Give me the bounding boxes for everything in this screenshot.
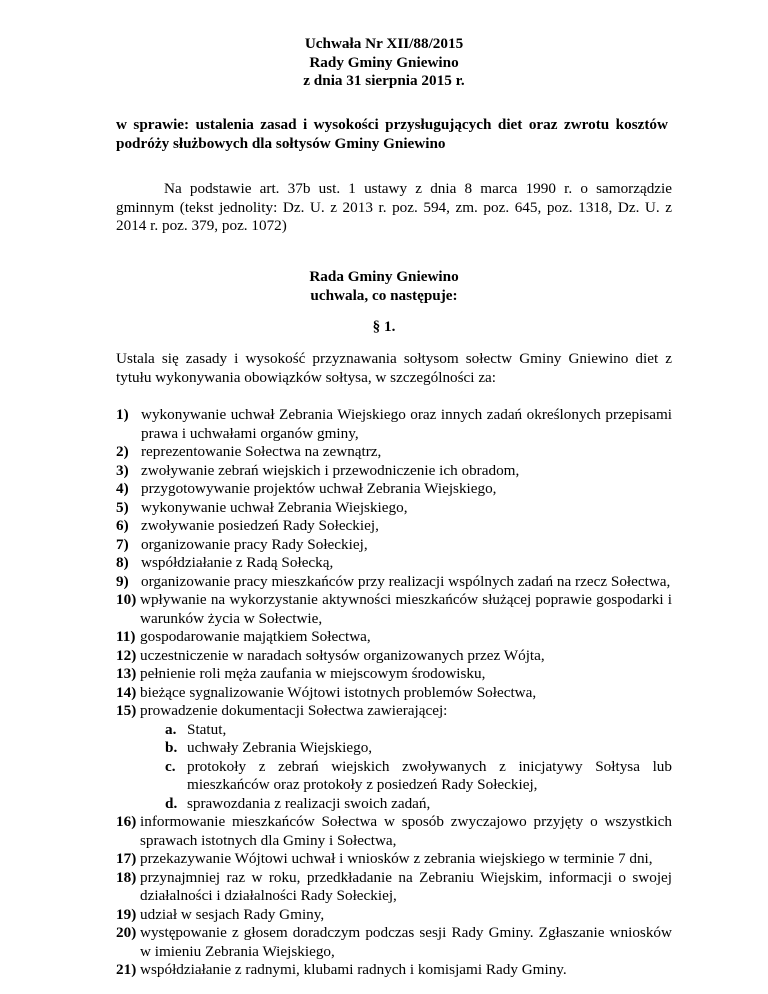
item-text: przynajmniej raz w roku, przedkładanie na Zebraniu Wiejskim, informacji o swojej działalności i działalności Rady Sołeckiej,	[140, 868, 672, 904]
list-item	[116, 647, 672, 666]
item-text: organizowanie pracy mieszkańców przy realizacji wspólnych zadań na rzecz Sołectwa,	[141, 572, 671, 590]
sublist-item	[140, 739, 672, 758]
item-text: wykonywanie uchwał Zebrania Wiejskiego,	[141, 498, 408, 516]
list-item	[116, 406, 672, 443]
list-item	[116, 850, 672, 869]
item-number: 5)	[116, 498, 129, 516]
item-number: 17)	[116, 850, 137, 867]
subitem-text: uchwały Zebrania Wiejskiego,	[187, 739, 373, 756]
item-number: 16)	[116, 813, 137, 830]
subitem-letter: d.	[165, 794, 178, 812]
item-text: przekazywanie Wójtowi uchwał i wniosków z zebrania wiejskiego w terminie 7 dni,	[140, 850, 653, 867]
item-number: 10)	[116, 591, 137, 608]
list-item	[116, 702, 672, 813]
list-item	[116, 443, 672, 462]
item-number: 18)	[116, 868, 137, 886]
list-item	[116, 869, 672, 906]
item-number: 12)	[116, 646, 137, 664]
list-item	[116, 628, 672, 647]
item-number: 15)	[116, 702, 137, 719]
item-text: współdziałanie z radnymi, klubami radnych i komisjami Rady Gminy.	[140, 961, 567, 978]
item-text: zwoływanie zebrań wiejskich i przewodniczenie ich obradom,	[141, 461, 520, 479]
sublist-item	[140, 721, 672, 740]
item-number: 20)	[116, 924, 137, 941]
resolution-formula	[0, 268, 768, 305]
legal-basis: Na podstawie art. 37b ust. 1 ustawy z dnia 8 marca 1990 r. o samorządzie gminnym (tekst jednolity: Dz. U. z 2013 r. poz. 594, zm. poz. 645, poz. 1318, Dz. U. z 2014 r. poz. 379, poz. 1072)	[116, 180, 672, 234]
documentation-sublist	[140, 721, 672, 814]
item-number: 4)	[116, 480, 129, 497]
sublist-item	[140, 795, 672, 814]
subitem-text: protokoły z zebrań wiejskich zwoływanych z inicjatywy Sołtysa lub mieszkańców oraz protokoły z posiedzeń Rady Sołeckiej,	[187, 757, 672, 793]
resolution-date: z dnia 31 sierpnia 2015 r.	[303, 72, 465, 89]
resolution-subject: w sprawie: ustalenia zasad i wysokości przysługujących diet oraz zwrotu kosztów podróży służbowych dla sołtysów Gminy Gniewino	[116, 116, 668, 152]
item-number: 3)	[116, 461, 129, 479]
resolution-number: Uchwała Nr XII/88/2015	[304, 35, 464, 52]
item-text: udział w sesjach Rady Gminy,	[140, 905, 325, 923]
item-text: zwoływanie posiedzeń Rady Sołeckiej,	[141, 517, 379, 534]
duties-list	[116, 406, 672, 980]
list-item	[116, 924, 672, 961]
sublist-item	[140, 758, 672, 795]
list-item	[116, 961, 672, 980]
item-number: 6)	[116, 517, 129, 534]
item-number: 8)	[116, 554, 129, 571]
list-item	[116, 462, 672, 481]
item-text: informowanie mieszkańców Sołectwa w sposób zwyczajowo przyjęty o wszystkich sprawach istotnych dla Gminy i Sołectwa,	[140, 813, 672, 849]
list-item	[116, 813, 672, 850]
list-item	[116, 517, 672, 536]
list-item	[116, 499, 672, 518]
item-text: organizowanie pracy Rady Sołeckiej,	[141, 535, 368, 553]
item-number: 14)	[116, 683, 137, 701]
subitem-text: sprawozdania z realizacji swoich zadań,	[187, 794, 431, 812]
item-text: uczestniczenie w naradach sołtysów organizowanych przez Wójta,	[140, 646, 545, 664]
item-number: 19)	[116, 905, 137, 923]
list-item	[116, 665, 672, 684]
list-item	[116, 554, 672, 573]
item-number: 21)	[116, 961, 137, 978]
subitem-letter: c.	[165, 757, 176, 775]
list-item	[116, 591, 672, 628]
list-item	[116, 536, 672, 555]
item-number: 9)	[116, 572, 129, 590]
item-text: wpływanie na wykorzystanie aktywności mieszkańców służącej poprawie gospodarki i warunków życia w Sołectwie,	[140, 591, 672, 627]
resolution-header	[0, 35, 768, 91]
resolving-body: Rada Gminy Gniewino	[309, 268, 459, 285]
item-number: 2)	[116, 443, 129, 460]
list-item	[116, 480, 672, 499]
item-number: 7)	[116, 535, 129, 553]
paragraph-intro: Ustala się zasady i wysokość przyznawania sołtysom sołectw Gminy Gniewino diet z tytułu wykonywania obowiązków sołtysa, w szczególności za:	[116, 350, 672, 386]
list-item	[116, 684, 672, 703]
item-text: bieżące sygnalizowanie Wójtowi istotnych problemów Sołectwa,	[140, 683, 537, 701]
item-number: 1)	[116, 406, 129, 423]
subitem-letter: a.	[165, 720, 177, 738]
item-text: pełnienie roli męża zaufania w miejscowym środowisku,	[140, 665, 486, 682]
paragraph-marker: § 1.	[372, 318, 396, 335]
item-number: 11)	[116, 628, 136, 645]
item-text: występowanie z głosem doradczym podczas sesji Rady Gminy. Zgłaszanie wniosków w imieniu Zebrania Wiejskiego,	[140, 924, 672, 960]
item-text: gospodarowanie majątkiem Sołectwa,	[140, 628, 371, 645]
item-text: współdziałanie z Radą Sołecką,	[141, 554, 334, 571]
item-text: wykonywanie uchwał Zebrania Wiejskiego oraz innych zadań określonych przepisami prawa i uchwałami organów gminy,	[141, 406, 672, 442]
item-number: 13)	[116, 665, 137, 682]
subitem-letter: b.	[165, 739, 178, 756]
item-text: reprezentowanie Sołectwa na zewnątrz,	[141, 443, 382, 460]
list-item	[116, 906, 672, 925]
item-text: przygotowywanie projektów uchwał Zebrania Wiejskiego,	[141, 480, 497, 497]
list-item	[116, 573, 672, 592]
resolving-phrase: uchwala, co następuje:	[310, 286, 458, 304]
council-name: Rady Gminy Gniewino	[309, 53, 459, 71]
item-text: prowadzenie dokumentacji Sołectwa zawierającej:	[140, 702, 448, 719]
subitem-text: Statut,	[187, 720, 227, 738]
